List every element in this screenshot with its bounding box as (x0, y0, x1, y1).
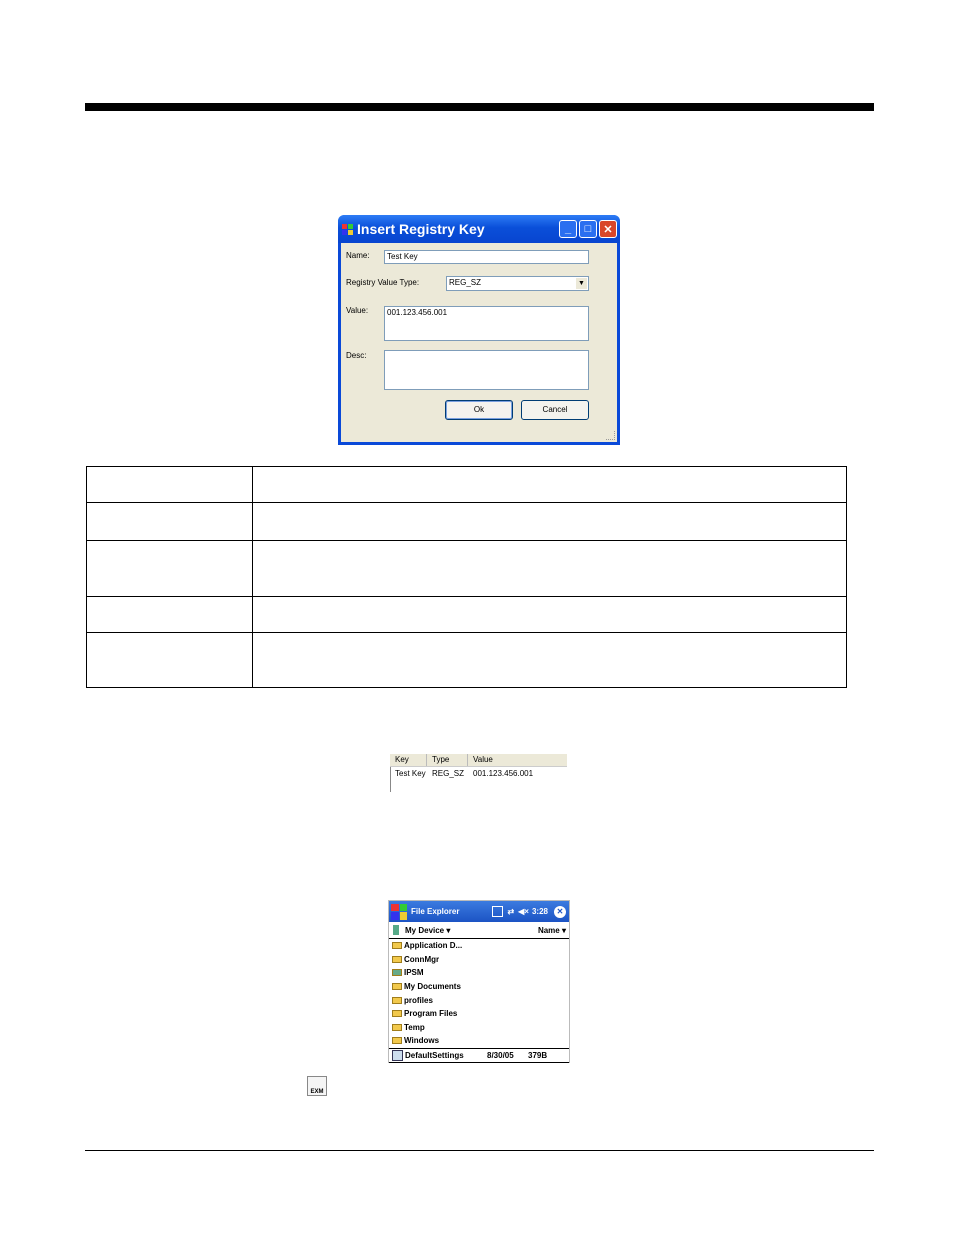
row-type: REG_SZ (432, 769, 465, 778)
input-icon[interactable] (492, 906, 503, 917)
item-label: Windows (404, 1036, 440, 1046)
list-header (390, 754, 567, 767)
list-item[interactable] (390, 769, 567, 778)
location-dropdown[interactable]: My Device ▾ (405, 925, 451, 935)
ok-button[interactable]: Ok (445, 400, 513, 420)
location-bar (389, 922, 569, 939)
row-value: 001.123.456.001 (473, 769, 534, 778)
list-item[interactable] (389, 953, 569, 967)
row-key: Test Key (395, 769, 426, 778)
app-icon (342, 224, 353, 235)
close-icon[interactable]: ✕ (554, 906, 566, 918)
dialog-client (341, 243, 617, 442)
app-title: File Explorer (411, 907, 460, 916)
list-item[interactable] (389, 980, 569, 994)
file-row[interactable] (389, 1048, 569, 1064)
folder-icon (392, 983, 402, 990)
registry-list (390, 754, 567, 792)
file-size: 379B (528, 1051, 548, 1061)
folder-icon (392, 1024, 402, 1031)
list-item[interactable] (389, 1007, 569, 1021)
value-label: Value: (346, 306, 369, 315)
column-header-key[interactable]: Key (390, 754, 427, 766)
desc-label: Desc: (346, 351, 367, 360)
clock[interactable]: 3:28 (531, 907, 548, 916)
list-item[interactable] (389, 966, 569, 980)
insert-registry-key-dialog (338, 215, 620, 445)
desc-field[interactable] (384, 350, 589, 390)
name-label: Name: (346, 251, 370, 260)
resize-grip[interactable] (606, 431, 615, 440)
dialog-titlebar (338, 215, 620, 243)
file-date: 8/30/05 (487, 1051, 514, 1061)
table-row (87, 633, 847, 688)
minimize-button[interactable]: _ (559, 220, 577, 238)
start-icon[interactable] (391, 904, 407, 920)
type-label: Registry Value Type: (346, 278, 420, 287)
folder-icon (392, 1037, 402, 1044)
exm-file-icon (307, 1076, 327, 1096)
item-label: ConnMgr (404, 954, 440, 964)
registry-type-select[interactable] (446, 276, 589, 291)
list-item[interactable] (389, 1021, 569, 1035)
registry-type-value: REG_SZ (449, 278, 482, 287)
folder-icon (392, 1010, 402, 1017)
device-icon (393, 925, 399, 935)
name-field[interactable]: Test Key (384, 250, 589, 264)
close-button[interactable]: ✕ (599, 220, 617, 238)
column-header-type[interactable]: Type (427, 754, 468, 766)
table-row (87, 597, 847, 633)
connectivity-icon[interactable]: ⇄ (507, 907, 515, 916)
table-row (87, 467, 847, 503)
parameter-table (86, 466, 847, 688)
file-explorer-screen (388, 900, 570, 1063)
maximize-button[interactable]: □ (579, 220, 597, 238)
value-field[interactable]: 001.123.456.001 (384, 306, 589, 341)
table-row (87, 503, 847, 541)
column-header-value[interactable]: Value (473, 755, 493, 764)
dialog-title: Insert Registry Key (357, 221, 485, 237)
folder-icon (392, 969, 402, 976)
chevron-down-icon[interactable]: ▼ (576, 278, 587, 289)
location-label: My Device (405, 925, 445, 935)
header-rule (85, 103, 874, 111)
exm-icon-label: EXM (310, 1089, 324, 1095)
item-label: IPSM (404, 968, 424, 978)
cancel-button[interactable]: Cancel (521, 400, 589, 420)
list-item[interactable] (389, 1034, 569, 1048)
folder-icon (392, 997, 402, 1004)
folder-icon (392, 956, 402, 963)
sort-dropdown[interactable]: Name ▾ (537, 925, 566, 935)
item-label: Application D... (404, 941, 463, 951)
list-item[interactable] (389, 939, 569, 953)
settings-file-icon (392, 1050, 403, 1061)
footer-rule (85, 1150, 874, 1151)
table-row (87, 541, 847, 597)
item-label: Temp (404, 1022, 425, 1032)
file-name: DefaultSettings (405, 1051, 464, 1061)
sort-label: Name (537, 925, 560, 935)
volume-muted-icon[interactable]: ◀× (518, 907, 529, 916)
item-label: profiles (404, 995, 433, 1005)
item-label: My Documents (404, 982, 461, 992)
item-label: Program Files (404, 1009, 458, 1019)
list-item[interactable] (389, 993, 569, 1007)
ppc-titlebar (389, 901, 569, 922)
folder-icon (392, 942, 402, 949)
